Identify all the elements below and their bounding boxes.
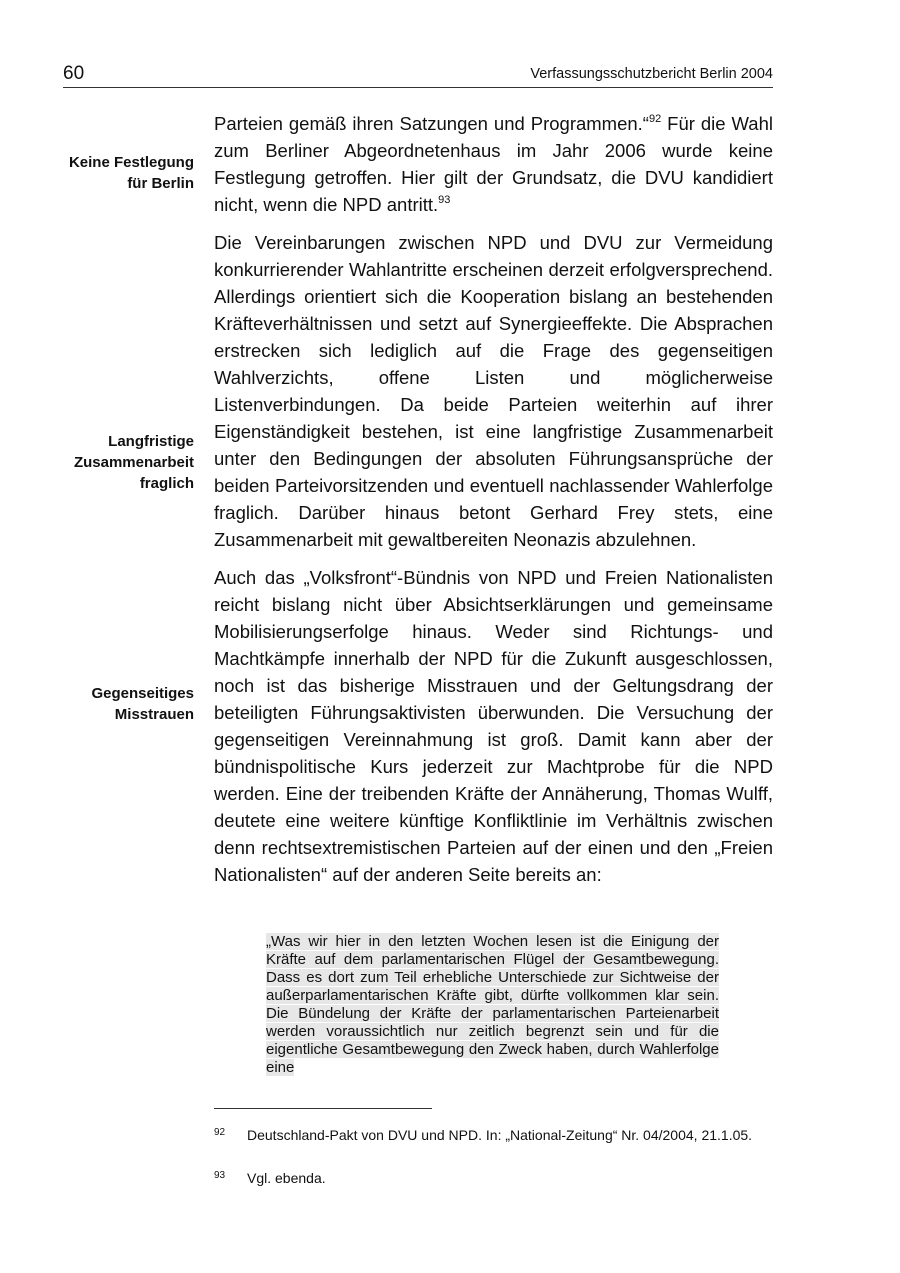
margin-note-line: Zusammenarbeit: [73, 454, 194, 471]
margin-note-line: Misstrauen: [114, 706, 194, 723]
footnote-text: Deutschland-Pakt von DVU und NPD. In: „National-Zeitung“ Nr. 04/2004, 21.1.05.: [247, 1127, 753, 1143]
block-quote-text: „Was wir hier in den letzten Wochen lesen ist die Einigung der Kräfte auf dem parlamentarischen Flügel der Gesamtbewegung. Dass es dort zum Teil erhebliche Unterschiede zur Sichtweise der außerparlamentarischen Kräfte gibt, dürfte vollkommen klar sein. Die Bündelung der Kräfte der parlamentarischen Parteienarbeit werden voraussichtlich nur zeitlich begrenzt sein und für die eigentliche Gesamtbewegung den Zweck haben, durch Wahlerfolge eine: [266, 933, 719, 1076]
page-header: [63, 62, 773, 88]
footnote-text: Vgl. ebenda.: [247, 1170, 326, 1186]
margin-note-langfristige-zusammenarbeit: [30, 431, 194, 494]
margin-note-line: Langfristige: [108, 433, 194, 450]
paragraph-1-text-b: Für die Wahl zum Berliner Abgeordnetenhaus im Jahr 2006 wurde keine Festlegung getroffen. Hier gilt der Grundsatz, die DVU kandidiert nicht, wenn die NPD antritt.: [214, 113, 773, 215]
margin-note-keine-festlegung: [30, 152, 194, 194]
margin-note-line: Gegenseitiges: [91, 685, 194, 702]
footnote-number: 93: [214, 1170, 226, 1181]
margin-note-gegenseitiges-misstrauen: [30, 683, 194, 725]
paragraph-3: Auch das „Volksfront“-Bündnis von NPD und Freien Nationalisten reicht bislang nicht über Absichtserklärungen und gemeinsame Mobilisierungserfolge hinaus. Weder sind Richtungs- und Machtkämpfe innerhalb der NPD für die Zukunft ausgeschlossen, noch ist das bisherige Misstrauen und der Geltungsdrang der beteiligten Führungsaktivisten überwunden. Die Versuchung der gegenseitigen Vereinnahmung ist groß. Damit kann aber der bündnispolitische Kurs jederzeit zur Machtprobe für die NPD werden. Eine der treibenden Kräfte der Annäherung, Thomas Wulff, deutete eine weitere künftige Konfliktlinie im Verhältnis zwischen denn rechtsextremistischen Parteien auf der einen und den „Freien Nationalisten“ auf der anderen Seite bereits an:: [214, 567, 773, 885]
main-text: [214, 110, 773, 899]
footnote-number: 92: [214, 1127, 226, 1138]
block-quote: [266, 933, 719, 1077]
footnote-92: [214, 1127, 773, 1144]
paragraph-1: [214, 110, 773, 218]
page-number: 60: [63, 63, 85, 84]
paragraph-1-text-a: Parteien gemäß ihren Satzungen und Programmen.“: [214, 113, 649, 134]
margin-note-line: Keine Festlegung: [68, 154, 194, 171]
running-title: Verfassungsschutzbericht Berlin 2004: [530, 66, 773, 82]
paragraph-2: Die Vereinbarungen zwischen NPD und DVU zur Vermeidung konkurrierender Wahlantritte erscheinen derzeit erfolgversprechend. Allerdings orientiert sich die Kooperation bislang an bestehenden Kräfteverhältnissen und setzt auf Synergieeffekte. Die Absprachen erstrecken sich lediglich auf die Frage des gegenseitigen Wahlverzichts, offene Listen und möglicherweise Listenverbindungen. Da beide Parteien weiterhin auf ihrer Eigenständigkeit bestehen, ist eine langfristige Zusammenarbeit unter den Bedingungen der absoluten Führungsansprüche der beiden Parteivorsitzenden und eventuell nachlassender Wahlerfolge fraglich. Darüber hinaus betont Gerhard Frey stets, eine Zusammenarbeit mit gewaltbereiten Neonazis abzulehnen.: [214, 232, 773, 550]
footnote-ref-92[interactable]: 92: [648, 112, 662, 125]
footnote-divider: [214, 1108, 432, 1109]
footnote-93: [214, 1170, 773, 1187]
margin-note-line: für Berlin: [127, 175, 194, 192]
footnote-ref-93[interactable]: 93: [438, 193, 451, 206]
margin-note-line: fraglich: [139, 475, 194, 492]
